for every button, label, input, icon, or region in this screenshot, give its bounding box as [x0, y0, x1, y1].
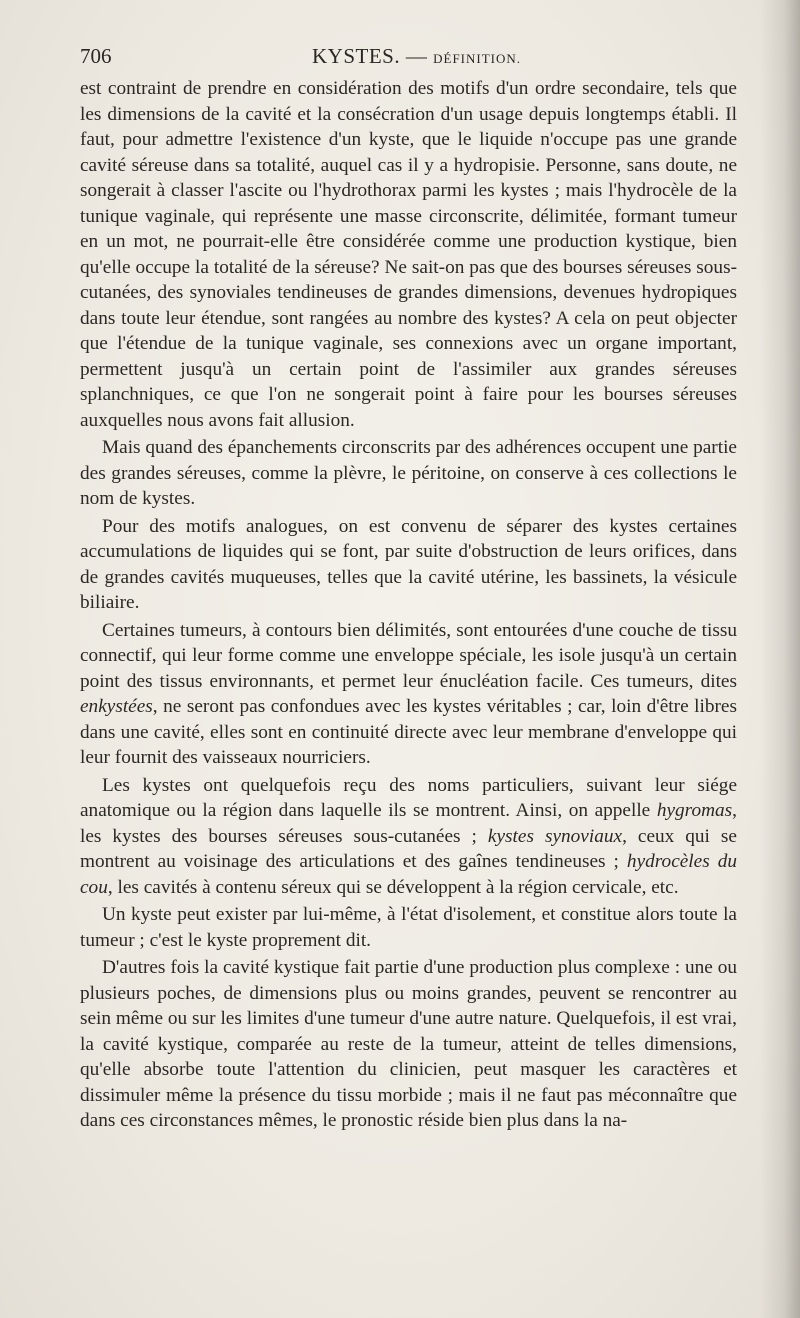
paragraph-text: Les kystes ont quelquefois reçu des noms particuliers, suivant leur siége anatomique ou la région dans laquelle ils se montrent. Ainsi, on appelle	[80, 774, 737, 821]
body-text	[80, 76, 737, 1136]
running-head	[80, 44, 740, 74]
italic-term: hygromas	[656, 800, 733, 821]
italic-term: enkystées	[80, 696, 153, 717]
paragraph-3	[80, 514, 737, 616]
paragraph-text: , les cavités à contenu séreux qui se développent à la région cervicale, etc.	[107, 876, 679, 898]
paragraph-text: Un kyste peut exister par lui-même, à l'état d'isolement, et constitue alors toute la tumeur ; c'est le kyste proprement dit.	[80, 904, 737, 951]
page-number: 706	[80, 44, 112, 68]
paragraph-6	[80, 902, 737, 953]
running-title-sub: DÉFINITION.	[433, 51, 522, 66]
paragraph-5	[80, 773, 737, 901]
paragraph-4	[80, 618, 737, 771]
italic-term: hydrocèles du cou	[80, 851, 738, 898]
italic-term: kystes synoviaux	[487, 825, 623, 847]
paragraph-text: est contraint de prendre en considération des motifs d'un ordre secondaire, tels que les dimensions de la cavité et la consécration d'un usage depuis longtemps établi. Il faut, pour admettre l'existence d'un kyste, que le liquide n'occupe pas une grande cavité séreuse dans sa totalité, auquel cas il y a hydropisie. Personne, sans doute, ne songerait à classer l'ascite ou l'hydrothorax parmi les kystes ; mais l'hydrocèle de la tunique vaginale, qui représente une masse circonscrite, délimitée, formant tumeur en un mot, ne pourrait-elle être considérée comme une production kystique, bien qu'elle occupe la totalité de la séreuse? Ne sait-on pas que des bourses séreuses sous-cutanées, des synoviales tendineuses de grandes dimensions, devenues hydropiques dans toute leur étendue, sont rangées au nombre des kystes? A cela on peut objecter que l'étendue de la tunique vaginale, ses connexions avec un organe important, permettent jusqu'à un certain point de l'assimiler aux grandes séreuses splanchniques, ce que l'on ne songerait point à faire pour les bourses séreuses auxquelles nous avons fait allusion.	[80, 78, 737, 431]
running-title	[312, 44, 521, 69]
page-edge-shadow	[760, 0, 800, 1318]
running-title-main: KYSTES.	[312, 44, 401, 68]
paragraph-text: , ceux qui se montrent au voisinage des articulations et des gaînes tendineuses ;	[80, 825, 737, 872]
paragraph-text: Pour des motifs analogues, on est convenu de séparer des kystes certaines accumulations de liquides qui se font, par suite d'obstruction de leurs orifices, dans de grandes cavités muqueuses, telles que la cavité utérine, les bassinets, la vésicule biliaire.	[80, 515, 737, 613]
paragraph-text: Mais quand des épanchements circonscrits par des adhérences occupent une partie des grandes séreuses, comme la plèvre, le péritoine, on conserve à ces collections le nom de kystes.	[80, 437, 737, 509]
paragraph-2	[80, 435, 737, 512]
paragraph-text: Certaines tumeurs, à contours bien délimités, sont entourées d'une couche de tissu connectif, qui leur forme comme une enveloppe spéciale, les isole jusqu'à un certain point des tissus environnants, et permet leur énucléation facile. Ces tumeurs, dites	[80, 619, 737, 692]
paragraph-1	[80, 76, 737, 433]
paragraph-text: , ne seront pas confondues avec les kystes véritables ; car, loin d'être libres dans une cavité, elles sont en continuité directe avec leur membrane d'enveloppe qui leur fournit des vaisseaux nourriciers.	[80, 696, 737, 768]
paragraph-7	[80, 955, 737, 1134]
paragraph-text: D'autres fois la cavité kystique fait partie d'une production plus complexe : une ou plusieurs poches, de dimensions plus ou moins grandes, peuvent se rencontrer au sein même ou sur les limites d'une tumeur d'une autre nature. Quelquefois, il est vrai, la cavité kystique, comparée au reste de la tumeur, atteint de telles dimensions, qu'elle absorbe toute l'attention du clinicien, peut masquer les caractères et dissimuler même la présence du tissu morbide ; mais il ne faut pas méconnaître que dans ces circonstances mêmes, le pronostic réside bien plus dans la na-	[80, 957, 737, 1131]
paragraph-text: , les kystes des bourses séreuses sous-cutanées ;	[80, 800, 737, 847]
running-title-dash: —	[400, 44, 434, 68]
